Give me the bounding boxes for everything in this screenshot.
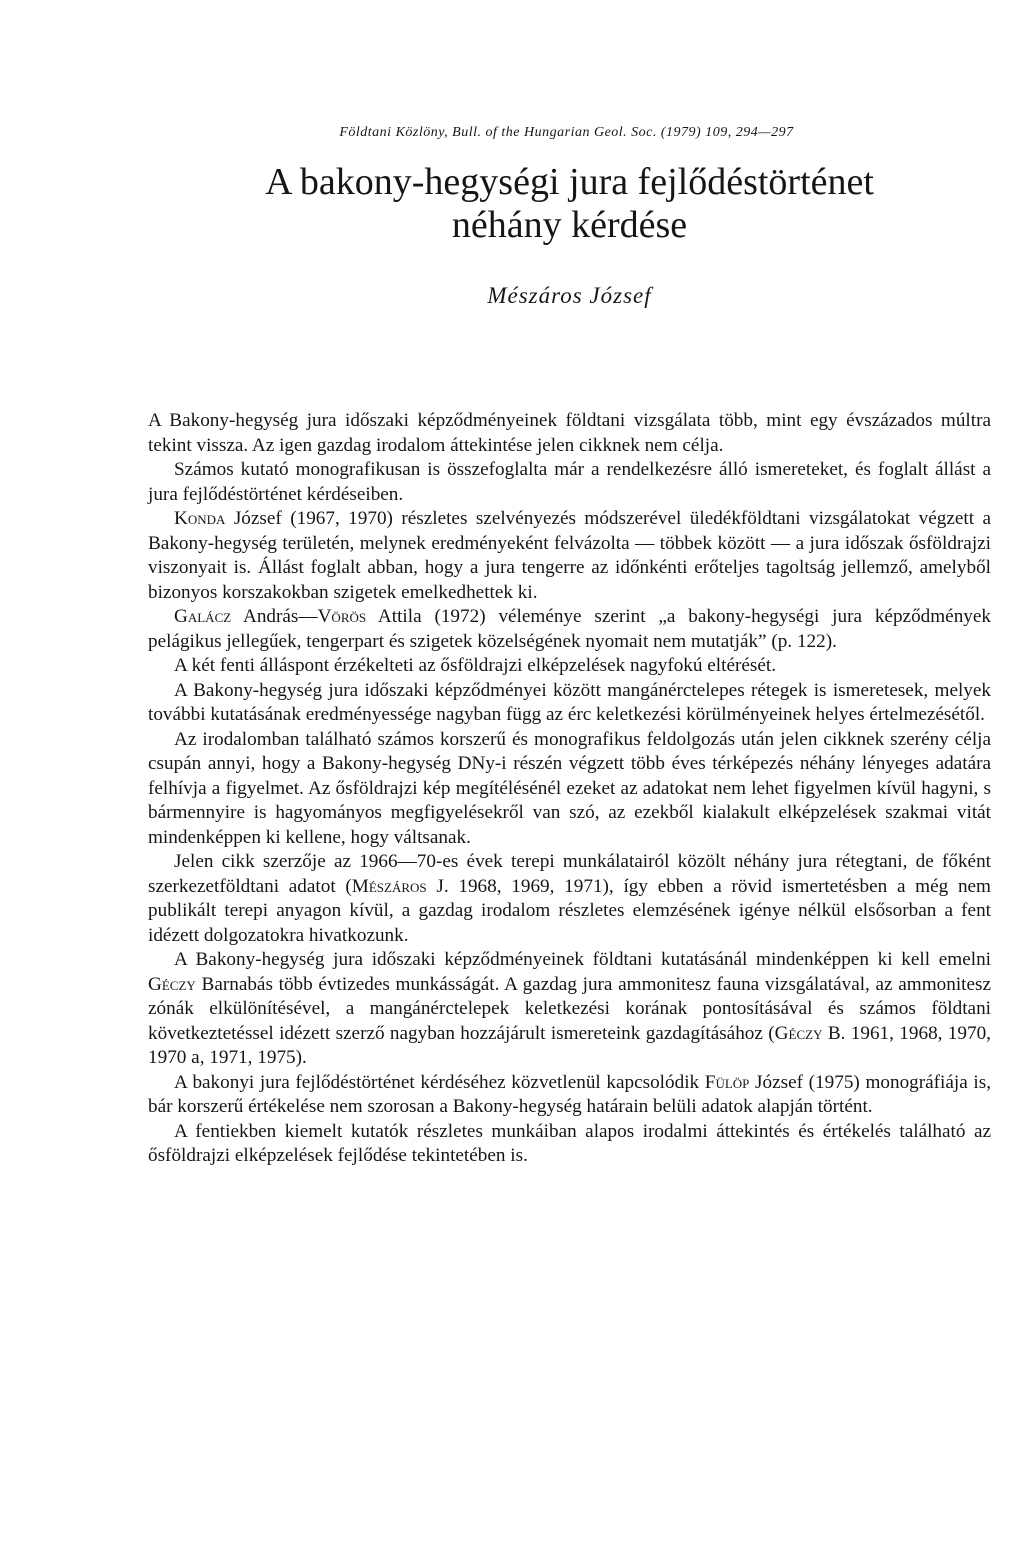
paragraph-4	[148, 605, 991, 654]
author-reference-fulop: Fülöp	[704, 1071, 750, 1093]
paragraph-10	[148, 1071, 991, 1120]
paragraph-9-before: A Bakony-hegység jura időszaki képződményeinek földtani kutatásánál mindenképpen ki kell emelni	[174, 949, 991, 970]
paragraph-8-before: Jelen cikk szerzője az 1966—70-es évek terepi munkálatairól közölt néhány jura rétegtani, de főként szerkezetföldtani adatot (	[148, 851, 991, 897]
paragraph-3-text: József (1967, 1970) részletes szelvényezés módszerével üledékföldtani vizsgálatokat végzett a Bakony-hegység területén, melynek eredményeként felvázolta — többek között — a jura időszak ősföldrajzi viszonyait is. Állást foglalt abban, hogy a jura tengerre az időnkénti erőteljes tagoltság jellemző, amelyből bizonyos korszakokban szigetek emelkedhettek ki.	[148, 508, 991, 603]
paragraph-10-after: József (1975) monográfiája is, bár korszerű értékelése nem szorosan a Bakony-hegység határain belüli adatok alapján történt.	[148, 1071, 991, 1117]
paragraph-7: Az irodalomban található számos korszerű és monografikus feldolgozás után jelen cikknek szerény célja csupán annyi, hogy a Bakony-hegység DNy-i részén végzett több éves térképezés néhány lényeges adatára felhívja a figyelmet. Az ősföldrajzi kép megítélésénél ezeket az adatokat nem lehet figyelmen kívül hagyni, s bármennyire is hagyományos megfigyelésekről van szó, az ezekből kialakult elképzelések szakmai vitát mindenképpen ki kellene, hogy váltsanak.	[148, 728, 991, 848]
article-body	[148, 409, 991, 1169]
paragraph-8-after: J. 1968, 1969, 1971), így ebben a rövid ismertetésben a még nem publikált terepi anyagon kívül, a gazdag irodalom részletes elemzésének igénye nélkül elsősorban a fent idézett dolgozatokra hivatkozunk.	[148, 875, 991, 946]
paragraph-9	[148, 948, 991, 1071]
article-title	[148, 161, 991, 247]
paragraph-8	[148, 850, 991, 948]
article-page	[148, 125, 991, 1169]
paragraph-3	[148, 507, 991, 605]
paragraph-1: A Bakony-hegység jura időszaki képződményeinek földtani vizsgálata több, mint egy évszázados múltra tekint vissza. Az igen gazdag irodalom áttekintése jelen cikknek nem célja.	[148, 410, 991, 456]
paragraph-11: A fentiekben kiemelt kutatók részletes munkáiban alapos irodalmi áttekintés és értékelés található az ősföldrajzi elképzelések fejlődése tekintetében is.	[148, 1120, 991, 1166]
author-reference-meszaros: Mészáros	[351, 875, 427, 897]
author-reference-konda: Konda	[174, 508, 226, 529]
author-reference-galacz: Galácz	[174, 606, 232, 627]
author-reference-geczy-1: Géczy	[148, 973, 196, 995]
author-name: Mészáros József	[487, 283, 652, 308]
title-line-1: A bakony-hegységi jura fejlődéstörténet	[265, 161, 874, 203]
author-reference-geczy-2: Géczy	[774, 1022, 823, 1044]
paragraph-2: Számos kutató monografikusan is összefoglalta már a rendelkezésre álló ismereteket, és foglalt állást a jura fejlődéstörténet kérdéseiben.	[148, 459, 991, 505]
title-line-2: néhány kérdése	[451, 204, 688, 246]
paragraph-6: A Bakony-hegység jura időszaki képződményei között mangánérctelepes rétegek is ismeretesek, melyek további kutatásának eredményessége nagyban függ az érc keletkezési körülményeinek helyes értelmezésétől.	[148, 679, 991, 725]
paragraph-10-before: A bakonyi jura fejlődéstörténet kérdéséhez közvetlenül kapcsolódik	[174, 1071, 705, 1093]
paragraph-9-after: B. 1961, 1968, 1970, 1970 a, 1971, 1975).	[148, 1022, 991, 1068]
journal-header: Földtani Közlöny, Bull. of the Hungarian Geol. Soc. (1979) 109, 294—297	[339, 125, 794, 140]
author-reference-voros: Vörös	[317, 606, 367, 627]
paragraph-4-text: Attila (1972) véleménye szerint „a bakony-hegységi jura képződmények pelágikus jellegűek, tengerpart és szigetek közelségének nyomait nem mutatják” (p. 122).	[148, 606, 991, 652]
paragraph-9-middle: Barnabás több évtizedes munkásságát. A gazdag jura ammonitesz fauna vizsgálatával, az ammonitesz zónák elkülönítésével, a mangánérctelepek keletkezési korának pontosításával és számos földtani következtetéssel idézett szerző nagyban hozzájárult ismereteink gazdagításához (	[148, 973, 991, 1044]
paragraph-4-mid: András—	[231, 606, 318, 627]
paragraph-5: A két fenti álláspont érzékelteti az ősföldrajzi elképzelések nagyfokú eltérését.	[174, 655, 777, 676]
